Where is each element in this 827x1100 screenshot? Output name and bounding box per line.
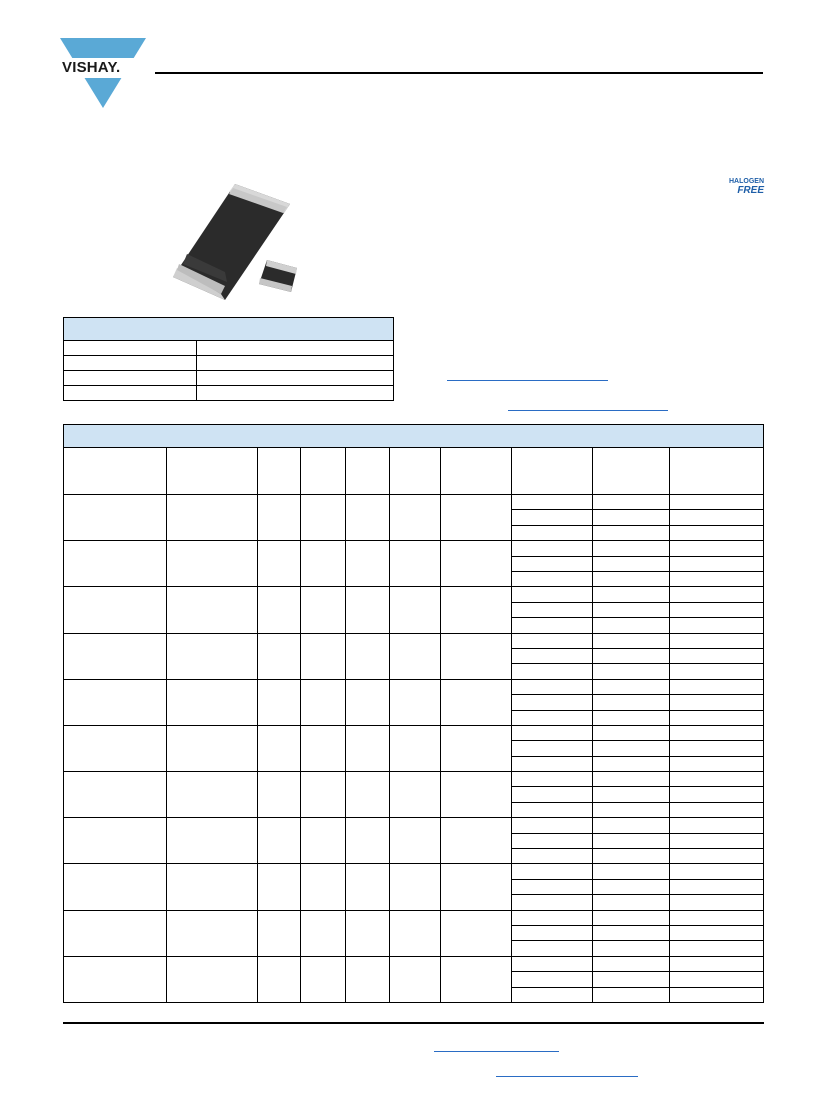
halogen-free-badge [722,178,764,196]
sub-row-divider [511,617,763,618]
table-row [64,540,763,541]
sub-row-divider [511,940,763,941]
sub-row-divider [511,879,763,880]
sub-row-divider [511,740,763,741]
main-specs-table [63,424,764,1003]
table-row [64,679,763,680]
table-row [64,863,763,864]
sub-row-divider [511,602,763,603]
sub-row-divider [511,971,763,972]
logo-text: VISHAY. [62,59,121,76]
link-underline[interactable] [508,410,668,411]
product-photo [165,182,305,302]
table-row [64,725,763,726]
sub-row-divider [511,694,763,695]
table-row [64,771,763,772]
sub-row-divider [511,556,763,557]
sub-row-divider [511,848,763,849]
table-row [64,910,763,911]
sub-row-divider [511,663,763,664]
sub-row-divider [511,571,763,572]
specs-summary-table [63,317,394,401]
table-row [64,341,393,356]
table-row [64,356,393,371]
sub-row-divider [511,509,763,510]
table-row [64,586,763,587]
footer-rule [63,1022,764,1024]
sub-row-divider [511,987,763,988]
footer-link-underline[interactable] [434,1051,559,1052]
sub-row-divider [511,525,763,526]
sub-row-divider [511,756,763,757]
header-rule [155,72,763,74]
sub-row-divider [511,833,763,834]
main-table-header [64,425,763,448]
sub-row-divider [511,894,763,895]
sub-row-divider [511,648,763,649]
sub-row-divider [511,710,763,711]
sub-row-divider [511,925,763,926]
header-row-divider [64,494,763,495]
table-row [64,633,763,634]
table-row [64,956,763,957]
free-label: FREE [737,185,764,196]
table-row [64,386,393,400]
link-underline[interactable] [447,380,608,381]
halogen-label: HALOGEN [729,178,764,185]
footer-link-underline[interactable] [496,1076,638,1077]
sub-row-divider [511,802,763,803]
specs-summary-header [64,318,393,341]
sub-row-divider [511,786,763,787]
table-row [64,817,763,818]
table-row [64,371,393,386]
